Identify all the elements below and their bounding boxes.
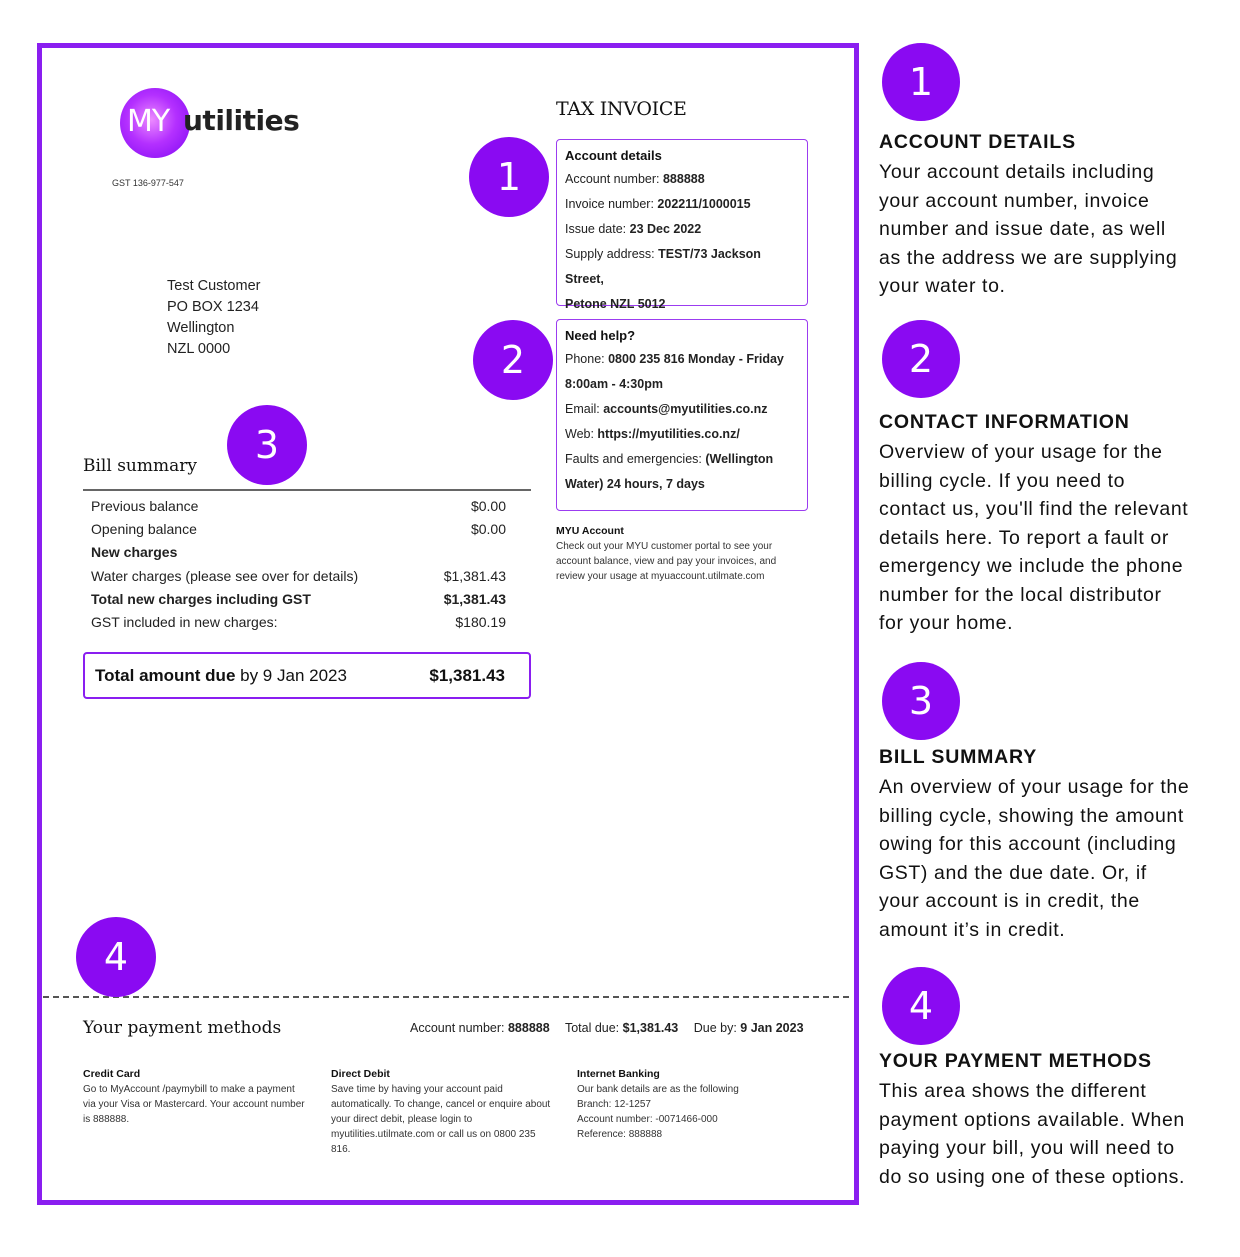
logo-utilities-text: utilities bbox=[183, 104, 300, 137]
legend-title-bill-summary: BILL SUMMARY bbox=[879, 746, 1038, 768]
legend-text-contact-information: Overview of your usage for the billing cycle. If you need to contact us, you'll find the relevant details here. To report a fault or emergency we include the phone number for the local distributor for your home. bbox=[879, 441, 1189, 634]
bill-row: Total new charges including GST $1,381.43 bbox=[91, 590, 506, 607]
bill-summary-title: Bill summary bbox=[83, 456, 197, 476]
bill-row: New charges bbox=[91, 544, 178, 561]
supply-address-line: Supply address: TEST/73 Jackson Street, bbox=[565, 247, 761, 286]
logo-my-text: MY bbox=[127, 104, 170, 139]
legend-title-payment-methods: YOUR PAYMENT METHODS bbox=[879, 1050, 1152, 1072]
customer-name: Test Customer bbox=[167, 278, 261, 294]
email-link[interactable]: accounts@myutilities.co.nz bbox=[603, 402, 768, 416]
credit-card-title: Credit Card bbox=[83, 1068, 141, 1080]
legend-title-contact-information: CONTACT INFORMATION bbox=[879, 411, 1130, 433]
legend-badge-2: 2 bbox=[882, 320, 960, 398]
customer-address-line: PO BOX 1234 bbox=[167, 299, 259, 315]
legend-badge-3: 3 bbox=[882, 662, 960, 740]
payment-summary: Account number: 888888 Total due: $1,381.43 Due by: 9 Jan 2023 bbox=[410, 1021, 804, 1035]
myutilities-logo bbox=[120, 88, 320, 158]
callout-badge-1: 1 bbox=[469, 137, 549, 217]
myu-account-text: Check out your MYU customer portal to see your bbox=[556, 541, 773, 552]
legend-text-account-details: Your account details including your account number, invoice number and issue date, as well as the address we are supplying your water to. bbox=[879, 161, 1178, 297]
email-line: Email: accounts@myutilities.co.nz bbox=[565, 402, 768, 416]
faults-line-2: Water) 24 hours, 7 days bbox=[565, 477, 705, 491]
callout-badge-3: 3 bbox=[227, 405, 307, 485]
customer-address bbox=[167, 276, 260, 360]
credit-card-method: Credit Card Go to MyAccount /paymybill to make a payment via your Visa or Mastercard. Your account number is 888888. bbox=[83, 1067, 323, 1127]
customer-country-post: NZL 0000 bbox=[167, 341, 231, 357]
bill-summary-divider bbox=[83, 489, 531, 491]
bill-row: Opening balance $0.00 bbox=[91, 521, 506, 538]
invoice-number-line: Invoice number: 202211/1000015 bbox=[565, 197, 751, 211]
myu-account-text: account balance, view and pay your invoices, and bbox=[556, 556, 777, 567]
gst-number: GST 136-977-547 bbox=[112, 178, 184, 188]
customer-city: Wellington bbox=[167, 320, 235, 336]
phone-hours-line: 8:00am - 4:30pm bbox=[565, 377, 663, 391]
bill-summary-table bbox=[91, 495, 506, 634]
legend-title-account-details: ACCOUNT DETAILS bbox=[879, 131, 1076, 153]
bill-row: Water charges (please see over for details) $1,381.43 bbox=[91, 567, 506, 584]
supply-address-line-2: Petone NZL 5012 bbox=[565, 297, 666, 311]
callout-badge-2: 2 bbox=[473, 320, 553, 400]
bill-row: GST included in new charges: $180.19 bbox=[91, 613, 506, 630]
tear-off-line bbox=[43, 996, 849, 998]
need-help-box bbox=[556, 319, 808, 511]
myu-account-title: MYU Account bbox=[556, 525, 624, 537]
direct-debit-method: Direct Debit Save time by having your account paid automatically. To change, cancel or enquire about your direct debit, please login to myutilities.utilmate.com or call us on 0800 235 816. bbox=[331, 1067, 571, 1157]
account-details-box bbox=[556, 139, 808, 311]
myu-account-note bbox=[556, 524, 806, 584]
total-amount-due-value: $1,381.43 bbox=[429, 665, 505, 685]
web-line: Web: https://myutilities.co.nz/ bbox=[565, 427, 740, 441]
direct-debit-title: Direct Debit bbox=[331, 1068, 390, 1080]
myu-account-text: review your usage at myuaccount.utilmate.com bbox=[556, 571, 765, 582]
account-number-line: Account number: 888888 bbox=[565, 172, 705, 186]
internet-banking-title: Internet Banking bbox=[577, 1068, 660, 1080]
callout-badge-4: 4 bbox=[76, 917, 156, 997]
total-amount-due-box bbox=[83, 652, 531, 699]
legend-text-bill-summary: An overview of your usage for the billing cycle, showing the amount owing for this account (including GST) and the due date. Or, if your account is in credit, the amount it’s in credit. bbox=[879, 776, 1190, 941]
internet-banking-method: Internet Banking Our bank details are as the following Branch: 12-1257 Account number: -0071466-000 Reference: 888888 bbox=[577, 1067, 817, 1142]
page-title: TAX INVOICE bbox=[556, 98, 687, 120]
legend-badge-1: 1 bbox=[882, 43, 960, 121]
faults-line: Faults and emergencies: (Wellington bbox=[565, 452, 774, 466]
need-help-heading: Need help? bbox=[565, 328, 636, 343]
total-amount-due-label: Total amount due by 9 Jan 2023 bbox=[95, 665, 347, 685]
payment-methods-title: Your payment methods bbox=[83, 1018, 282, 1038]
legend-badge-4: 4 bbox=[882, 967, 960, 1045]
phone-line: Phone: 0800 235 816 Monday - Friday bbox=[565, 352, 784, 366]
account-details-heading: Account details bbox=[565, 148, 662, 163]
web-link[interactable]: https://myutilities.co.nz/ bbox=[597, 427, 740, 441]
legend-text-payment-methods: This area shows the different payment options available. When paying your bill, you will need to do so using one of these options. bbox=[879, 1080, 1186, 1188]
issue-date-line: Issue date: 23 Dec 2022 bbox=[565, 222, 702, 236]
bill-row: Previous balance $0.00 bbox=[91, 498, 506, 514]
